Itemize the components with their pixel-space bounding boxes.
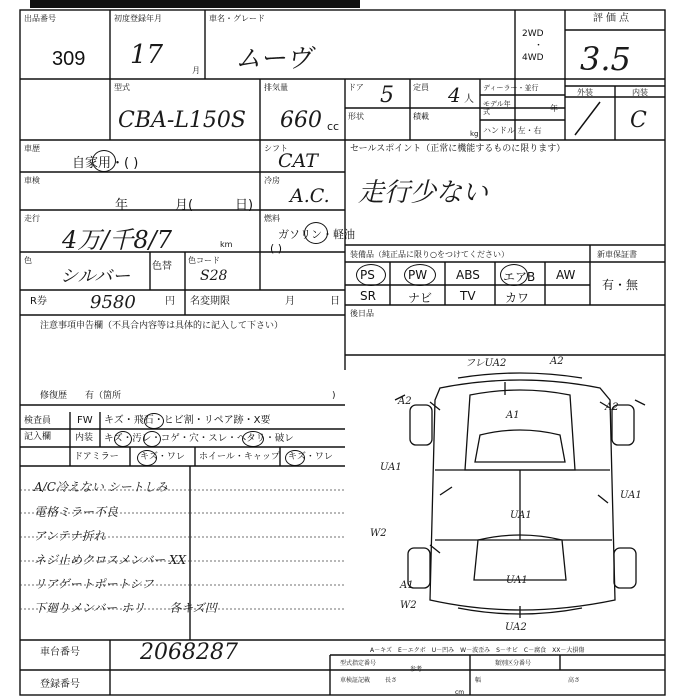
mark-front: フレUA2 (465, 358, 507, 369)
equip-ps: PS (360, 268, 375, 282)
sales-point-label: セールスポイント（正常に機能するものに限ります） (350, 144, 566, 154)
ac-value: A.C. (290, 185, 330, 207)
first-reg-month: 月 (192, 66, 200, 75)
model-year-unit: 年 (550, 104, 558, 113)
int-circle-1 (114, 431, 132, 447)
equip-abs: ABS (456, 268, 480, 282)
interior-label: 内装 (632, 88, 648, 97)
recycle-label: R券 (30, 296, 47, 307)
mark-left-side: UA1 (380, 462, 402, 473)
mileage-value: 4万/千8/7 (62, 226, 172, 254)
mark-left-front: A2 (398, 396, 412, 407)
bottom-cm: cm (455, 689, 465, 696)
sales-point-value: 走行少ない (358, 178, 489, 208)
mark-roof: UA1 (510, 510, 532, 521)
remark-4: ネジ止めクロスメンバー XX (34, 553, 187, 567)
displacement-label: 排気量 (264, 83, 288, 92)
color-code-label: 色コード (188, 256, 220, 265)
first-reg-label: 初度登録年月 (114, 14, 162, 23)
first-reg-value: 17 (130, 40, 164, 70)
name-change-label: 名変期限 (190, 296, 230, 307)
model-value: CBA-L150S (118, 108, 246, 133)
inspector-label2: 記入欄 (24, 432, 52, 442)
wheel-circle (285, 450, 305, 466)
wheel-cap-row: キズ・ワレ (288, 452, 333, 462)
bottom-f: 幅 (475, 677, 482, 684)
load-label: 積載 (413, 112, 429, 121)
displacement-value: 660 (280, 108, 322, 133)
fuel-label: 燃料 (264, 214, 280, 223)
wheel-cap-label: ホイール・キャップ (199, 452, 280, 462)
equip-aw: AW (556, 268, 576, 282)
mark-rear-left2: A1 (400, 580, 414, 591)
bottom-c: 参考 (410, 666, 423, 673)
equip-pw: PW (408, 268, 428, 282)
name-change-month: 月 (285, 296, 295, 307)
equip-tv: TV (460, 289, 476, 303)
recycle-unit: 円 (165, 296, 175, 307)
doors-value: 5 (380, 83, 394, 108)
usage-circle (92, 150, 116, 172)
drive-dot: ・ (534, 41, 544, 51)
remark-3: アンテナ折れ (34, 529, 106, 543)
fuel-value: ガソリン・軽油 (278, 228, 355, 241)
color-label: 色 (24, 256, 32, 265)
model-year-label: モデル年式 (483, 100, 511, 116)
mark-rear-left: W2 (370, 528, 387, 539)
fuel-circle (304, 222, 328, 244)
car-name-value: ムーヴ (235, 44, 312, 74)
fw-head: FW (77, 415, 93, 426)
fw-circle (144, 413, 164, 429)
mark-front-right: A2 (550, 356, 564, 367)
mark-lower-left: W2 (400, 600, 417, 611)
displacement-unit: cc (327, 120, 340, 133)
color-value: シルバー (60, 266, 131, 287)
remark-5: リアゲートポートシフ (34, 577, 154, 591)
int-circle-2 (143, 431, 161, 447)
remark-2: 電格ミラー不良 (34, 505, 119, 519)
repair-close: ) (332, 391, 336, 401)
usage-label: 車歴 (24, 144, 40, 153)
interior-value: C (630, 108, 647, 133)
load-unit: kg (470, 130, 479, 138)
score-value: 3.5 (580, 40, 631, 78)
inspector-label1: 検査員 (24, 416, 52, 426)
equip-leather: カワ (505, 291, 530, 305)
interior-row: キズ・汚レ・コゲ・穴・スレ・ヘタリ・破レ (104, 433, 294, 444)
shape-label: 形状 (348, 112, 364, 121)
usage-value: 自家用・( ) (72, 156, 139, 171)
lot-number: 309 (52, 48, 86, 70)
remark-6: 下廻りメンバー ホリ 各キズ凹 (34, 601, 217, 615)
bottom-b: 類別区分番号 (495, 660, 532, 667)
shift-label: シフト (264, 144, 288, 153)
car-name-label: 車名・グレード (209, 14, 265, 23)
mark-rear: UA1 (506, 575, 528, 586)
drive-2wd: 2WD (522, 29, 544, 39)
registration-label: 登録番号 (40, 679, 80, 690)
equip-airbag: エアB (503, 270, 536, 284)
ac-label: 冷房 (264, 176, 280, 185)
capacity-unit: 人 (464, 94, 474, 105)
damage-legend: A－キズ E－エクボ U－凹み W－波歪み S－サビ C－腐食 XX－大損傷 (370, 647, 585, 654)
bottom-e: 長さ (385, 677, 398, 684)
recycle-value: 9580 (90, 292, 136, 313)
inspection-year: 年 (115, 198, 129, 213)
exterior-label: 外装 (577, 88, 593, 97)
equip-sr: SR (360, 289, 376, 303)
shift-value: CAT (278, 150, 318, 172)
handle-label: ハンドル 左・右 (483, 126, 542, 135)
interior-head: 内装 (75, 433, 94, 443)
new-car-warranty-label: 新車保証書 (597, 250, 637, 259)
capacity-value: 4 (448, 83, 461, 107)
capacity-label: 定員 (413, 83, 429, 92)
inspection-month: 月( (175, 198, 194, 213)
inspection-label: 車検 (24, 176, 40, 185)
bottom-a: 型式指定番号 (340, 660, 377, 667)
inspection-day: 日) (235, 198, 254, 213)
mark-right-front: A2 (605, 402, 619, 413)
warranty-value: 有・無 (602, 278, 639, 292)
car-number-value: 2068287 (140, 640, 238, 665)
mileage-label: 走行 (24, 214, 40, 223)
repair-label: 修復歴 有（箇所 (40, 391, 122, 401)
int-circle-3 (242, 431, 264, 447)
mileage-unit: km (220, 240, 233, 249)
notes-label: 注意事項申告欄（不具合内容等は具体的に記入して下さい） (40, 321, 284, 331)
back-label: 後日品 (350, 309, 374, 318)
name-change-day: 日 (330, 296, 340, 307)
equip-ps-circle (356, 264, 386, 286)
fw-row: キズ・飛石・ヒビ割・リペア跡・X要 (104, 415, 271, 426)
equip-pw-circle (404, 264, 436, 286)
car-number-label: 車台番号 (40, 647, 80, 658)
score-label: 評価点 (593, 13, 632, 24)
color-code: S28 (200, 268, 228, 284)
remark-1: A/C冷えない シートしみ (34, 480, 168, 494)
equipment-label: 装備品（純正品に限り○をつけてください） (350, 250, 509, 259)
model-label: 型式 (114, 83, 130, 92)
mark-right-side: UA1 (620, 490, 642, 501)
color-change-label: 色替 (152, 261, 172, 272)
bottom-d: 車検証記載 (340, 677, 371, 684)
mark-hood: A1 (506, 410, 520, 421)
dealer-label: ディーラー・並行 (483, 84, 539, 92)
door-mirror-label: ドアミラー (74, 452, 119, 462)
lot-label: 出品番号 (24, 14, 56, 23)
bottom-g: 高さ (568, 677, 581, 684)
doors-label: ドア (348, 83, 364, 92)
equip-airbag-circle (500, 264, 528, 286)
mark-bottom: UA2 (505, 622, 527, 633)
door-mirror-row: キズ・ワレ (140, 452, 185, 462)
mirror-circle (137, 450, 157, 466)
fuel-paren: ( ) (270, 242, 283, 255)
equip-navi: ナビ (408, 291, 433, 305)
drive-4wd: 4WD (522, 53, 544, 63)
